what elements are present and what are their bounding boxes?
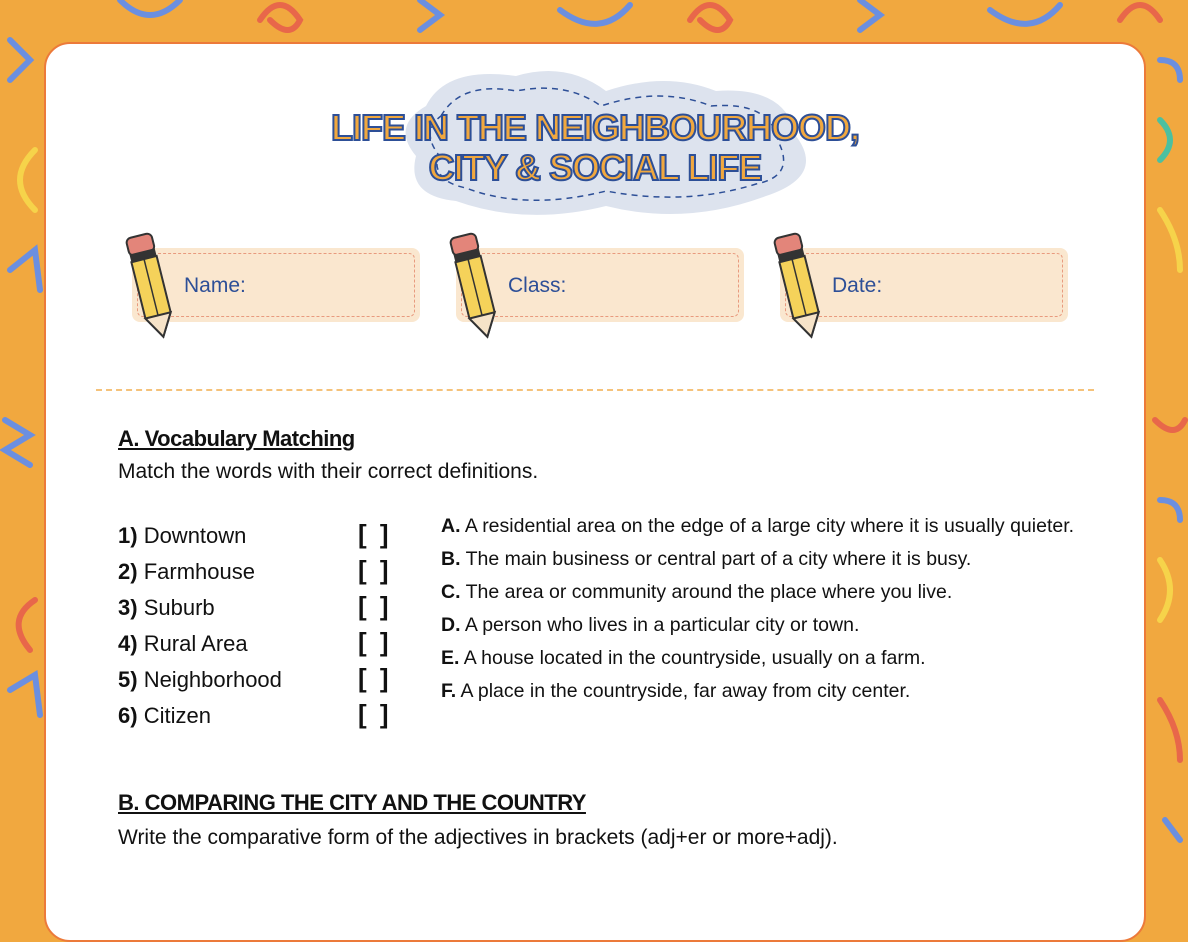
answer-bracket[interactable]: [ ] <box>358 699 392 729</box>
list-item: 3) Suburb <box>118 595 215 620</box>
title-line-2: CITY & SOCIAL LIFE <box>428 147 762 188</box>
answer-brackets[interactable] <box>358 516 392 732</box>
list-item: 1) Downtown <box>118 523 247 548</box>
section-b-heading: B. COMPARING THE CITY AND THE COUNTRY <box>118 790 586 815</box>
date-label: Date: <box>832 274 883 297</box>
pencil-icon <box>448 230 504 345</box>
word-list <box>118 518 282 734</box>
definition: C. The area or community around the place where you live. <box>441 581 953 603</box>
definition: E. A house located in the countryside, usually on a farm. <box>441 647 926 669</box>
title-line-1: LIFE IN THE NEIGHBOURHOOD, <box>330 107 859 148</box>
pencil-icon <box>772 230 828 345</box>
list-item: 2) Farmhouse <box>118 559 255 584</box>
divider <box>96 389 1094 391</box>
class-label: Class: <box>508 274 567 297</box>
name-label: Name: <box>184 274 246 297</box>
answer-bracket[interactable]: [ ] <box>358 555 392 585</box>
list-item: 4) Rural Area <box>118 631 248 656</box>
section-a-instruction: Match the words with their correct definitions. <box>118 460 539 483</box>
pencil-icon <box>124 230 180 345</box>
definition: A. A residential area on the edge of a large city where it is usually quieter. <box>441 515 1075 537</box>
answer-bracket[interactable]: [ ] <box>358 591 392 621</box>
worksheet-title <box>46 108 1144 188</box>
definition: B. The main business or central part of a city where it is busy. <box>441 548 972 570</box>
answer-bracket[interactable]: [ ] <box>358 627 392 657</box>
section-b-instruction: Write the comparative form of the adjectives in brackets (adj+er or more+adj). <box>118 826 838 849</box>
definition: D. A person who lives in a particular city or town. <box>441 614 860 636</box>
answer-bracket[interactable]: [ ] <box>358 519 392 549</box>
section-a-heading: A. Vocabulary Matching <box>118 426 355 451</box>
definition: F. A place in the countryside, far away from city center. <box>441 680 911 702</box>
answer-bracket[interactable]: [ ] <box>358 663 392 693</box>
worksheet-card <box>44 42 1146 942</box>
definition-list <box>441 510 1121 708</box>
list-item: 5) Neighborhood <box>118 667 282 692</box>
list-item: 6) Citizen <box>118 703 211 728</box>
